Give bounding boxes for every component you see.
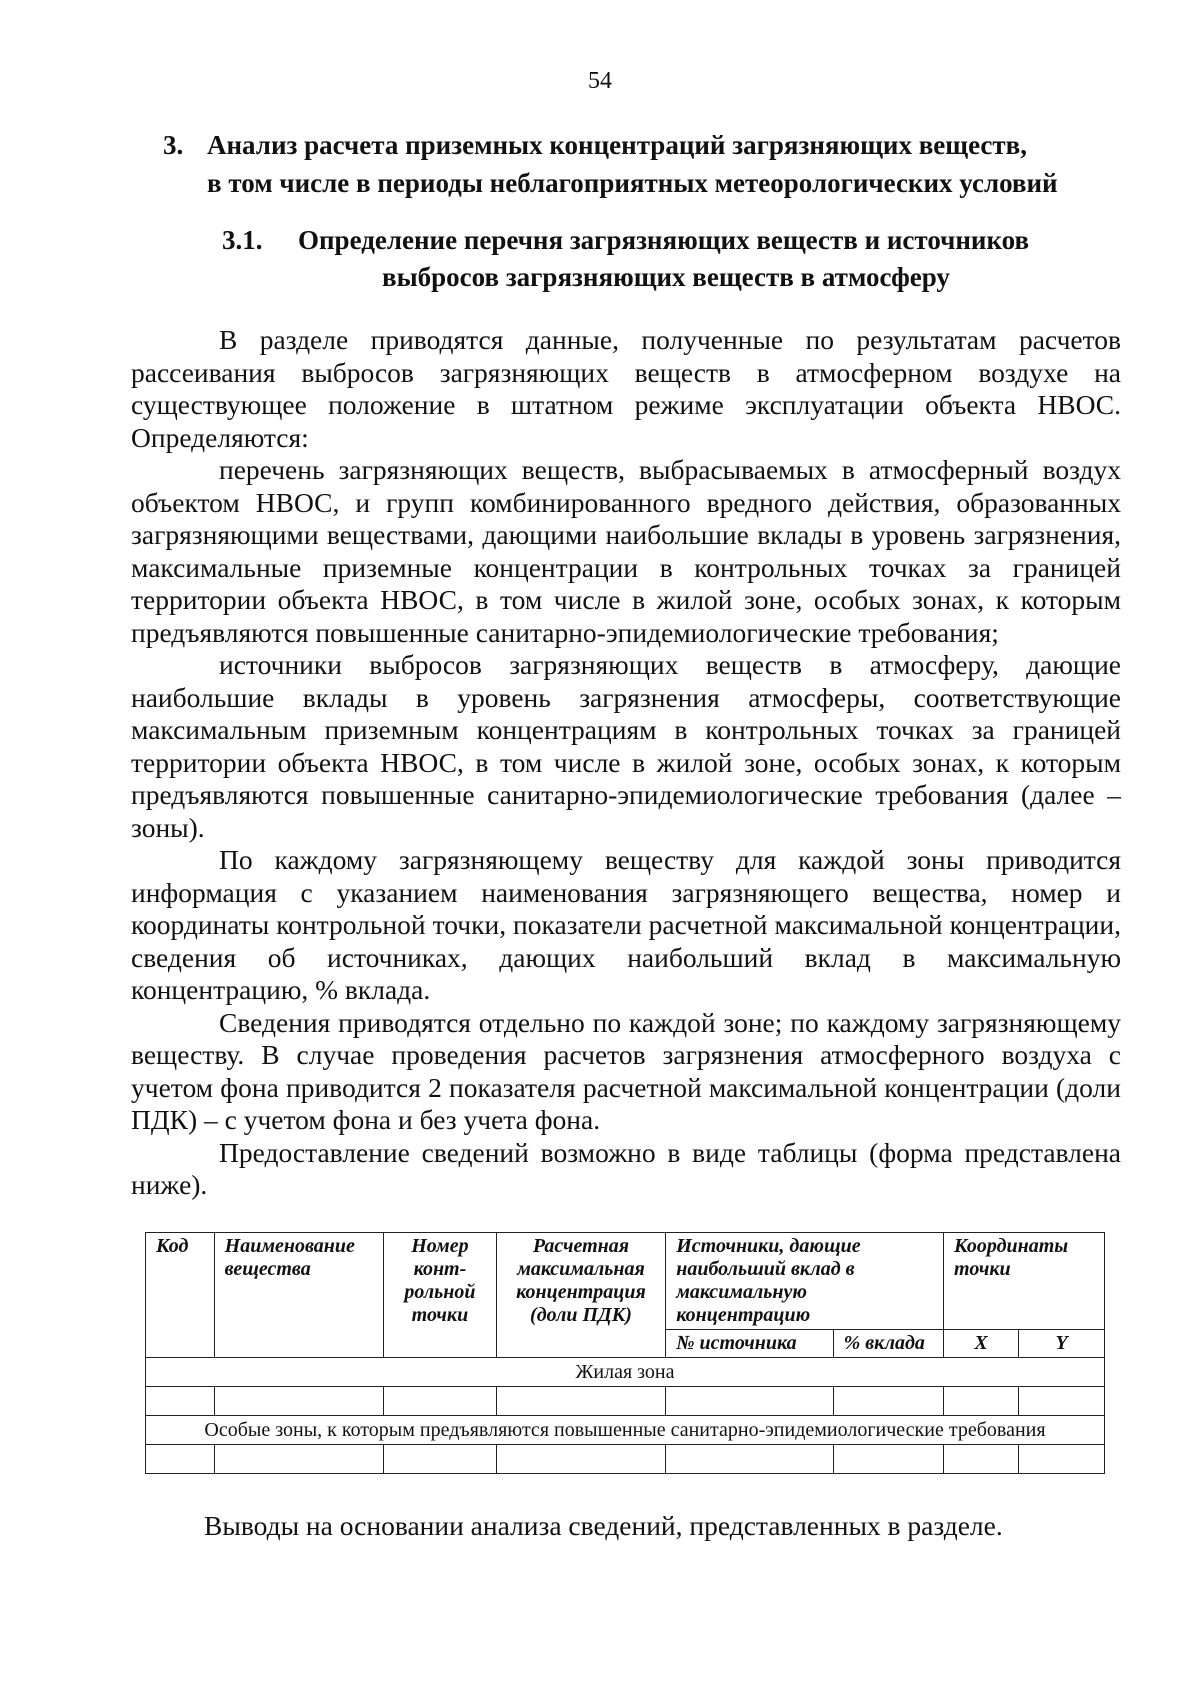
paragraph: По каждому загрязняющему веществу для каждой зоны приводится информация с указанием наименования загрязняющего вещества, номер и координаты контрольной точки, показатели расчетной максимальной концентрации, сведения об источниках, дающих наибольший вклад в максимальную концентрацию, % вклада.	[131, 844, 1121, 1005]
empty-cell	[146, 1387, 215, 1416]
empty-cell	[496, 1445, 665, 1474]
section-heading	[163, 126, 1123, 202]
subsection-heading	[222, 222, 1122, 296]
empty-cell	[384, 1387, 497, 1416]
section-title-line1: Анализ расчета приземных концентраций загрязняющих веществ,	[207, 130, 1027, 160]
paragraph: Предоставление сведений возможно в виде таблицы (форма представлена ниже).	[131, 1136, 1121, 1200]
empty-cell	[384, 1445, 497, 1474]
header-source-number: № источника	[666, 1330, 833, 1358]
page-number: 54	[588, 68, 612, 94]
paragraph: источники выбросов загрязняющих веществ в атмосферу, дающие наибольшие вклады в уровень загрязнения атмосферы, соответствующие максимальным приземным концентрациям в контрольных точках за границей территории объекта НВОС, в том числе в жилой зоне, особых зонах, к которым предъявляются повышенные санитарно-эпидемиологические требования (далее – зоны).	[131, 649, 1121, 843]
header-max-concentration: Расчетная максимальная концентрация (доли ПДК)	[496, 1233, 665, 1358]
header-code: Код	[146, 1233, 215, 1358]
empty-cell	[214, 1445, 383, 1474]
subsection-title-line1: Определение перечня загрязняющих веществ и источников	[298, 225, 1030, 255]
header-x: X	[944, 1330, 1019, 1358]
header-sources: Источники, дающие наибольший вклад в максимальную концентрацию	[666, 1233, 944, 1330]
empty-cell	[944, 1387, 1019, 1416]
empty-cell	[944, 1445, 1019, 1474]
table-row	[146, 1445, 1105, 1474]
empty-cell	[666, 1445, 833, 1474]
empty-cell	[214, 1387, 383, 1416]
empty-cell	[1019, 1445, 1105, 1474]
zone-special-row: Особые зоны, к которым предъявляются повышенные санитарно-эпидемиологические требования	[146, 1416, 1105, 1445]
empty-cell	[146, 1445, 215, 1474]
body-text	[131, 324, 1121, 1202]
header-contribution: % вклада	[833, 1330, 943, 1358]
empty-cell	[666, 1387, 833, 1416]
paragraph: В разделе приводятся данные, полученные по результатам расчетов рассеивания выбросов загрязняющих веществ в атмосферном воздухе на существующее положение в штатном режиме эксплуатации объекта НВОС. Определяются:	[131, 324, 1121, 453]
subsection-number: 3.1.	[222, 225, 263, 255]
conclusion-text: Выводы на основании анализа сведений, представленных в разделе.	[204, 1510, 1003, 1541]
empty-cell	[833, 1387, 943, 1416]
section-title-line2: в том числе в периоды неблагоприятных метеорологических условий	[207, 168, 1058, 198]
empty-cell	[1019, 1387, 1105, 1416]
paragraph: Сведения приводятся отдельно по каждой зоне; по каждому загрязняющему веществу. В случае проведения расчетов загрязнения атмосферного воздуха с учетом фона приводится 2 показателя расчетной максимальной концентрации (доли ПДК) – с учетом фона и без учета фона.	[131, 1006, 1121, 1135]
table-row	[146, 1387, 1105, 1416]
empty-cell	[833, 1445, 943, 1474]
empty-cell	[496, 1387, 665, 1416]
header-substance: Наименование вещества	[214, 1233, 383, 1358]
header-y: Y	[1019, 1330, 1105, 1358]
paragraph: перечень загрязняющих веществ, выбрасываемых в атмосферный воздух объектом НВОС, и групп комбинированного вредного действия, образованных загрязняющими веществами, дающими наибольшие вклады в уровень загрязнения, максимальные приземные концентрации в контрольных точках за границей территории объекта НВОС, в том числе в жилой зоне, особых зонах, к которым предъявляются повышенные санитарно-эпидемиологические требования;	[131, 454, 1121, 648]
header-point-number: Номер конт-рольной точки	[384, 1233, 497, 1358]
zone-residential-row: Жилая зона	[146, 1358, 1105, 1387]
subsection-title-line2: выбросов загрязняющих веществ в атмосферу	[382, 262, 950, 292]
header-coordinates: Координаты точки	[944, 1233, 1105, 1330]
report-form-table	[145, 1232, 1105, 1474]
section-number: 3.	[163, 130, 184, 160]
